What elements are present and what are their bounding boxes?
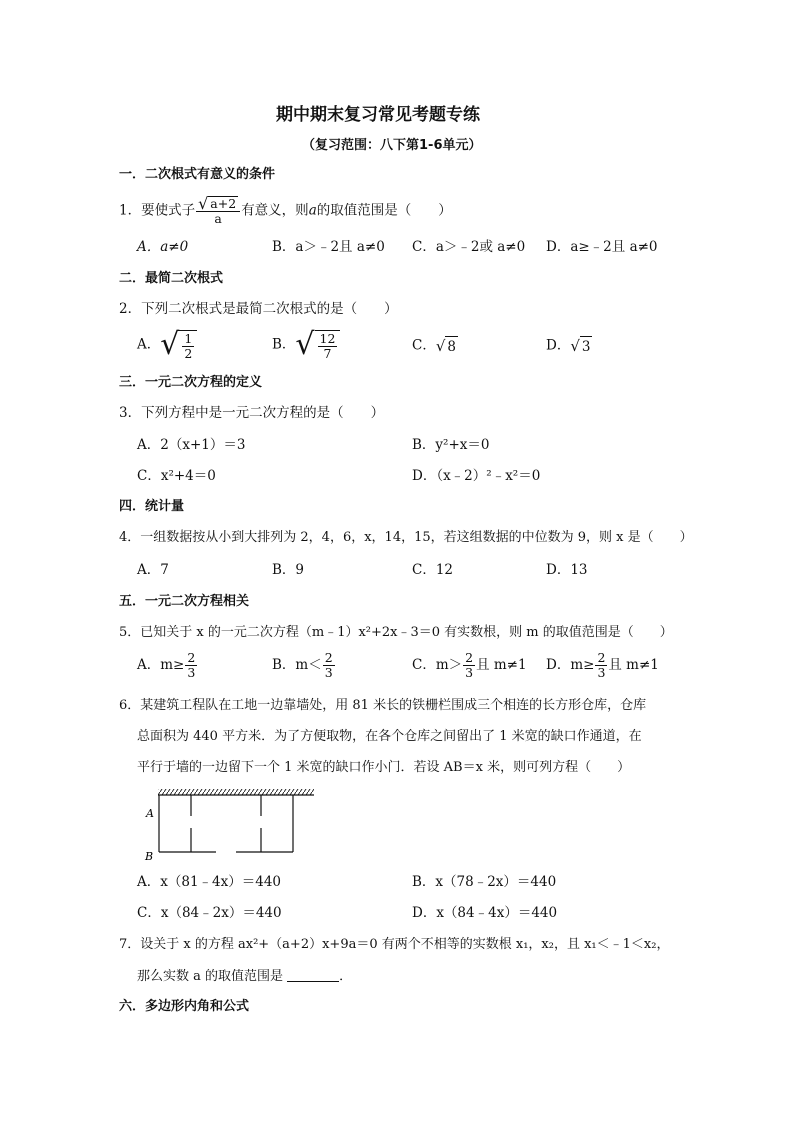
q5-a-den: 3 — [187, 665, 196, 680]
section-heading-2: 二．最简二次根式 — [119, 271, 224, 286]
q3-option-a: A．2（x+1）＝3 — [137, 437, 246, 453]
q1-suffix: 的取值范围是（ ） — [316, 202, 452, 219]
q2-b-label: B． — [272, 336, 296, 353]
q6-option-c: C．x（84﹣2x）＝440 — [137, 905, 282, 921]
q5-d-text: D．m≥ — [546, 657, 595, 673]
page-title: 期中期末复习常见考题专练 — [276, 105, 480, 125]
q1-prefix: 1．要使式子 — [119, 202, 196, 219]
q2-a-sqrt: √ $\frac{1}{2}$ — [160, 328, 197, 362]
section-heading-3: 三．一元二次方程的定义 — [119, 375, 263, 390]
q2-d-radicand: 3 — [580, 336, 593, 356]
q2-b-num: 12 — [319, 330, 336, 346]
q1-middle: 有意义，则 — [241, 202, 309, 219]
question-6-line-3: 平行于墙的一边留下一个 1 米宽的缺口作小门．若设 AB＝x 米，则可列方程（ ） — [137, 760, 631, 775]
question-2-stem: 2．下列二次根式是最简二次根式的是（ ） — [119, 301, 398, 317]
question-5-stem: 5．已知关于 x 的一元二次方程（m﹣1）x²+2x﹣3＝0 有实数根，则 m 的取值范围是（ ） — [119, 625, 673, 640]
q5-c-fraction — [463, 651, 475, 680]
question-1-stem — [119, 193, 452, 226]
section-heading-5: 五．一元二次方程相关 — [119, 594, 250, 609]
q1-fraction: $\frac{√ a+2}{a}$ — [196, 196, 240, 226]
q5-option-d — [546, 651, 659, 680]
question-6-line-1: 6．某建筑工程队在工地一边靠墙处，用 81 米长的铁栅栏围成三个相连的长方形仓库，仓库 — [119, 698, 647, 713]
q1-option-c: C．a＞﹣2或 a≠0 — [412, 239, 526, 255]
diagram-label-a: A — [146, 807, 154, 820]
diagram-label-b: B — [145, 850, 154, 863]
q1-option-a: A．a≠0 — [137, 239, 189, 255]
q5-b-text: B．m＜ — [272, 657, 322, 673]
wall-hatching — [158, 789, 314, 795]
question-6-line-2: 总面积为 440 平方米．为了方便取物，在各个仓库之间留出了 1 米宽的缺口作通道，在 — [137, 729, 642, 744]
q5-d-suffix: 且 m≠1 — [608, 657, 659, 673]
q5-b-den: 3 — [324, 665, 333, 680]
warehouse-diagram — [140, 786, 320, 864]
q3-option-c: C．x²+4＝0 — [137, 468, 216, 484]
q5-c-num: 2 — [465, 650, 474, 665]
question-7-line-1: 7．设关于 x 的方程 ax²+（a+2）x+9a＝0 有两个不相等的实数根 x₁，x₂，且 x₁＜﹣1＜x₂， — [119, 937, 670, 952]
q5-option-a — [137, 651, 198, 680]
q1-radicand: a+2 — [210, 196, 237, 211]
q2-b-den: 7 — [323, 345, 332, 361]
q4-option-d: D．13 — [546, 562, 588, 578]
q4-option-b: B．9 — [272, 562, 305, 578]
q5-c-suffix: 且 m≠1 — [476, 657, 527, 673]
q2-option-c: C．√ 8 — [412, 337, 456, 355]
q7-line-2-text: 那么实数 a 的取值范围是 — [137, 969, 284, 984]
q2-c-radicand: 8 — [445, 336, 458, 356]
answer-blank[interactable] — [287, 967, 339, 982]
q3-option-d: D．（x﹣2）²﹣x²＝0 — [412, 468, 541, 484]
q3-option-b: B．y²+x＝0 — [412, 437, 490, 453]
q5-option-b — [272, 651, 336, 680]
q2-a-label: A． — [137, 336, 161, 353]
q1-denominator: a — [214, 211, 222, 226]
q5-c-text: C．m＞ — [412, 657, 463, 673]
q2-b-sqrt: √ $\frac{12}{7}$ — [295, 328, 340, 362]
q2-d-label: D． — [546, 337, 571, 354]
q2-option-a — [137, 328, 197, 362]
q6-option-b: B．x（78﹣2x）＝440 — [412, 874, 557, 890]
q4-option-c: C．12 — [412, 562, 454, 578]
q5-d-den: 3 — [597, 665, 606, 680]
q5-d-fraction — [595, 651, 607, 680]
question-3-stem: 3．下列方程中是一元二次方程的是（ ） — [119, 405, 385, 421]
q2-a-num: 1 — [184, 330, 193, 346]
q5-b-num: 2 — [324, 650, 333, 665]
q6-option-d: D．x（84﹣4x）＝440 — [412, 905, 558, 921]
section-heading-1: 一．二次根式有意义的条件 — [119, 167, 276, 182]
q2-option-d: D．√ 3 — [546, 337, 591, 355]
q4-option-a: A．7 — [137, 562, 169, 578]
q1-variable: a — [308, 202, 317, 219]
q1-option-b: B．a＞﹣2且 a≠0 — [272, 239, 385, 255]
q5-option-c — [412, 651, 527, 680]
q6-option-a: A．x（81﹣4x）＝440 — [137, 874, 282, 890]
q5-b-fraction — [323, 651, 335, 680]
question-4-stem: 4．一组数据按从小到大排列为 2，4，6，x，14，15，若这组数据的中位数为 9，则 x 是（ ） — [119, 530, 693, 545]
q5-a-fraction — [185, 651, 197, 680]
q5-a-text: A．m≥ — [137, 657, 185, 673]
q1-option-d: D．a≥﹣2且 a≠0 — [546, 239, 658, 255]
q2-option-b — [272, 328, 340, 362]
q7-line-2-end: ． — [339, 969, 353, 984]
q2-a-den: 2 — [184, 345, 193, 361]
q5-a-num: 2 — [187, 650, 196, 665]
q2-c-label: C． — [412, 337, 436, 354]
section-heading-6: 六．多边形内角和公式 — [119, 999, 250, 1014]
section-heading-4: 四．统计量 — [119, 499, 185, 514]
question-7-line-2 — [137, 967, 352, 986]
page-subtitle: （复习范围：八下第1-6单元） — [302, 138, 482, 153]
q5-c-den: 3 — [465, 665, 474, 680]
q5-d-num: 2 — [597, 650, 606, 665]
